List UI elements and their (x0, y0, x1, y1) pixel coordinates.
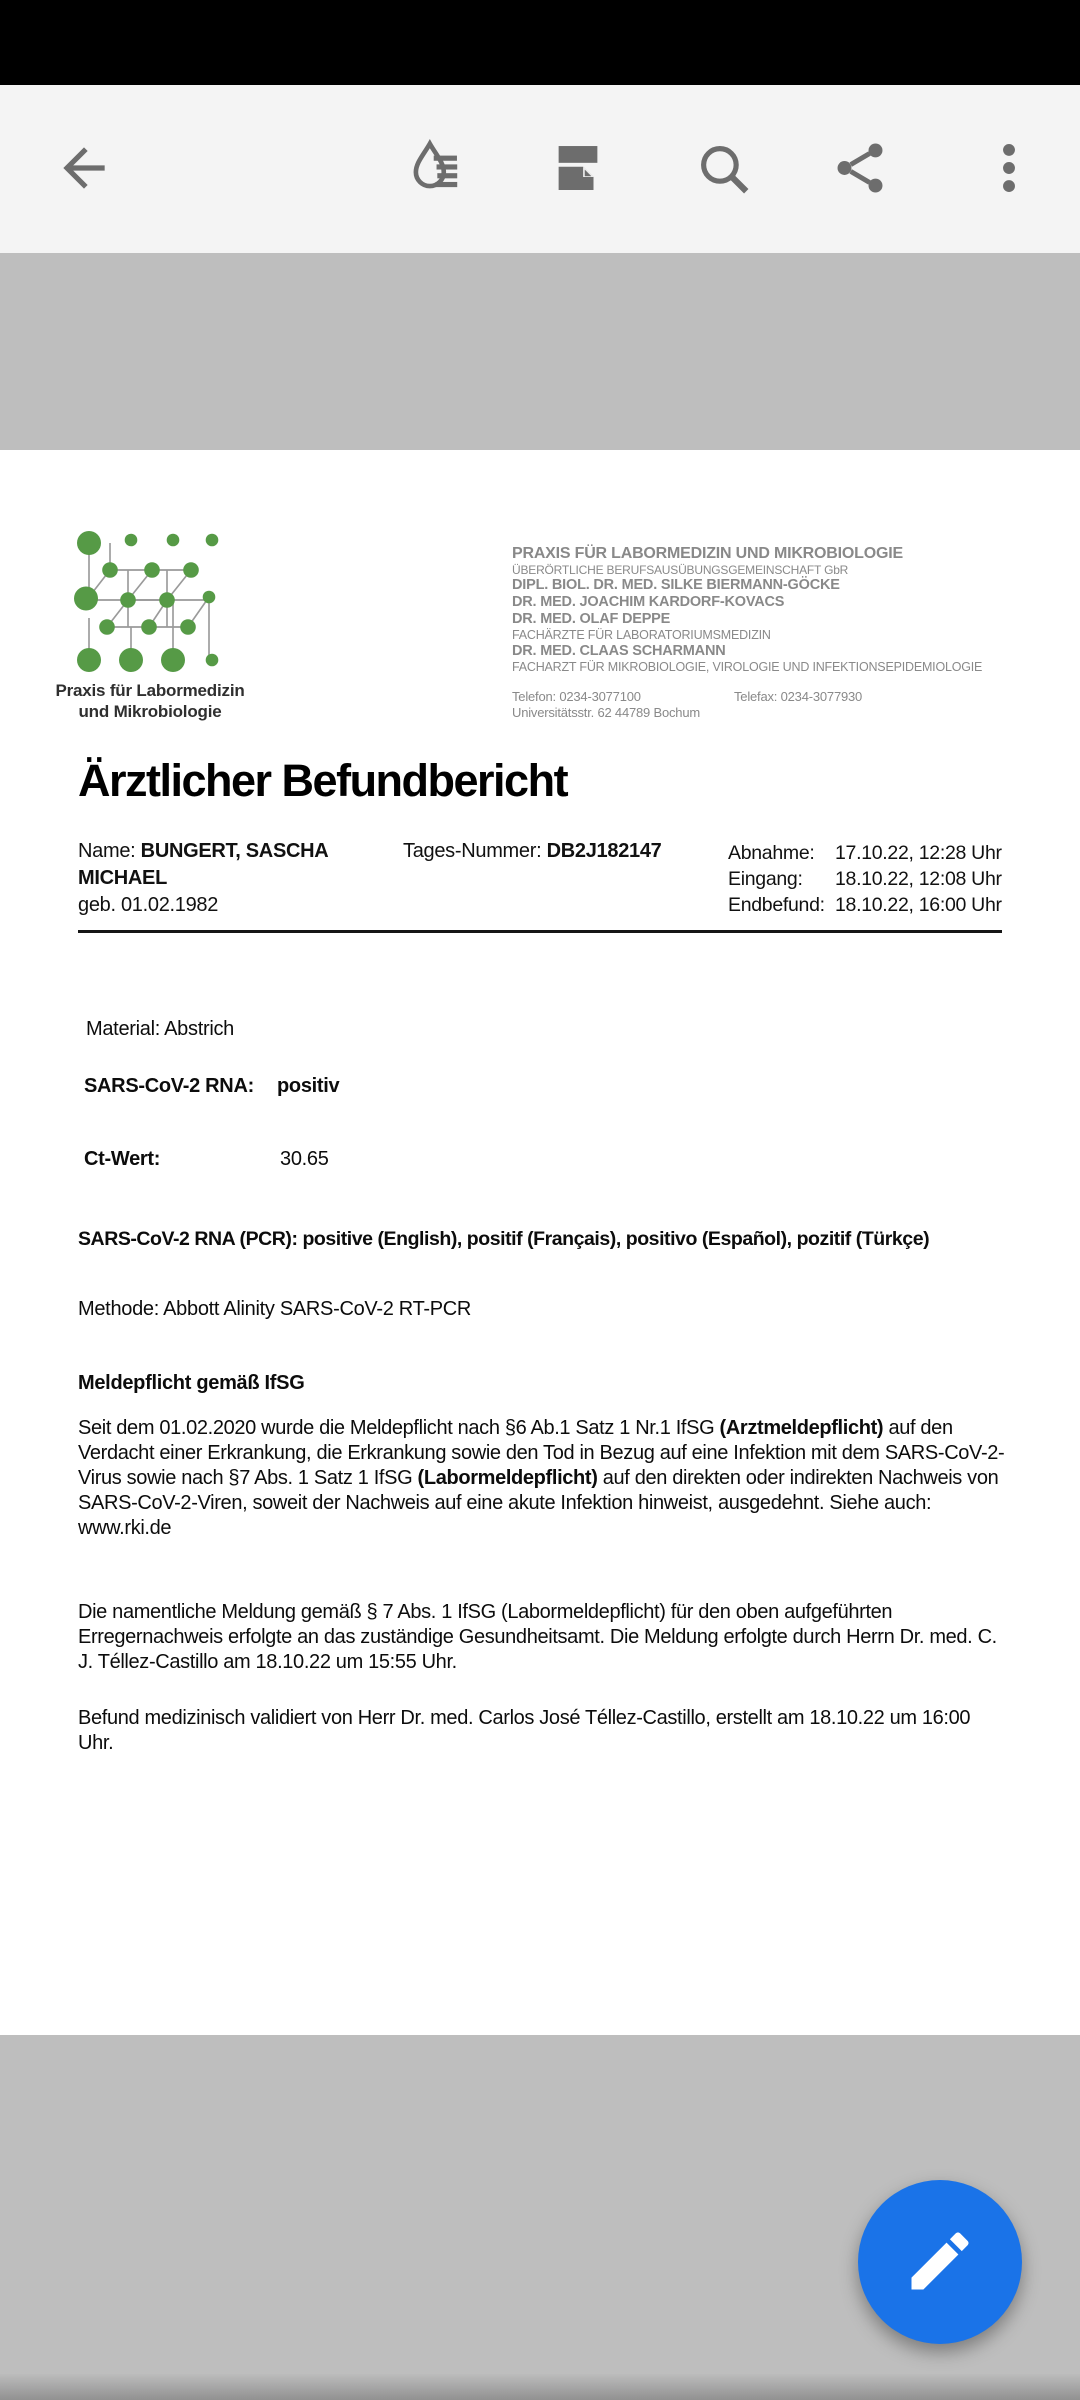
ct-label: Ct-Wert: (84, 1148, 161, 1170)
meldung-paragraph: Die namentliche Meldung gemäß § 7 Abs. 1 IfSG (Labormeldepflicht) für den oben aufgeführten Erregernachweis erfolgte an das zuständige Gesundheitsamt. Die Meldung erfolgte durch Herrn Dr. med. C. J. Téllez-Castillo am 18.10.22 um 15:55 Uhr. (78, 1601, 997, 1673)
pdf-page[interactable] (0, 450, 1080, 2035)
lab-logo-caption (30, 680, 270, 722)
ink-drop-annotate-icon (404, 137, 466, 202)
material-line: Material: Abstrich (86, 1018, 234, 1040)
practice-doctor: DR. MED. CLAAS SCHARMANN (512, 643, 726, 659)
meldepflicht-paragraph: Seit dem 01.02.2020 wurde die Meldepflicht nach §6 Ab.1 Satz 1 Nr.1 IfSG (Arztmeldepflicht) auf den Verdacht einer Erkrankung, die Erkrankung sowie den Tod in Bezug auf eine Infektion mit dem SARS-CoV-2-Virus sowie nach §7 Abs. 1 Satz 1 IfSG (Labormeldepflicht) auf den direkten oder indirekten Nachweis von SARS-CoV-2-Viren, soweit der Nachweis auf eine akute Infektion hinweist, ausgedehnt. Siehe auch: www.rki.de (78, 1417, 1005, 1539)
time-value: 18.10.22, 16:00 Uhr (835, 894, 1002, 916)
practice-doctor: DIPL. BIOL. DR. MED. SILKE BIERMANN-GÖCKE (512, 577, 840, 593)
validation-paragraph: Befund medizinisch validiert von Herr Dr. med. Carlos José Téllez-Castillo, erstellt am 18.10.22 um 16:00 Uhr. (78, 1707, 971, 1754)
practice-subtitle: ÜBERÖRTLICHE BERUFSAUSÜBUNGSGEMEINSCHAFT GbR (512, 563, 849, 577)
practice-address: Universitätsstr. 62 44789 Bochum (512, 705, 700, 720)
divider-rule (78, 930, 1002, 933)
practice-fax: Telefax: 0234-3077930 (734, 689, 863, 704)
practice-header (512, 545, 1012, 721)
page-layout-view-icon (547, 137, 609, 202)
status-bar (0, 0, 1080, 85)
pdf-viewer-canvas[interactable] (0, 253, 1080, 2400)
toolbar (0, 85, 1080, 253)
method-line: Methode: Abbott Alinity SARS-CoV-2 RT-PCR (78, 1298, 472, 1320)
more-vert-icon (978, 137, 1040, 202)
result-value: positiv (277, 1075, 340, 1097)
logo-caption-line1: Praxis für Labormedizin (55, 681, 245, 700)
practice-phone: Telefon: 0234-3077100 (512, 689, 641, 704)
patient-dob: geb. 01.02.1982 (78, 894, 219, 916)
practice-contact (512, 689, 1012, 721)
share-button[interactable] (812, 121, 908, 217)
practice-specialty: FACHARZT FÜR MIKROBIOLOGIE, VIROLOGIE UND INFEKTIONSEPIDEMIOLOGIE (512, 660, 983, 674)
sample-time-row (728, 892, 1008, 918)
search-icon (692, 137, 754, 202)
bottom-edge-shade (0, 2374, 1080, 2400)
logo-caption-line2: und Mikrobiologie (78, 702, 222, 721)
time-label: Abnahme: (728, 842, 815, 864)
arrow-back-icon (53, 137, 115, 202)
patient-name-label: Name: (78, 840, 141, 862)
more-options-button[interactable] (961, 121, 1057, 217)
tages-nummer-label: Tages-Nummer: (403, 840, 547, 862)
share-icon (829, 137, 891, 202)
back-button[interactable] (36, 121, 132, 217)
edit-fab[interactable] (858, 2180, 1022, 2344)
practice-name: PRAXIS FÜR LABORMEDIZIN UND MIKROBIOLOGIE (512, 545, 903, 562)
patient-name: BUNGERT, SASCHA MICHAEL (78, 840, 328, 889)
multilanguage-result-line: SARS-CoV-2 RNA (PCR): positive (English), positif (Français), positivo (Español), pozitif (Türkçe) (78, 1228, 930, 1250)
annotate-button[interactable] (387, 121, 483, 217)
result-label: SARS-CoV-2 RNA: (84, 1075, 254, 1097)
patient-name-block (78, 838, 378, 919)
time-label: Endbefund: (728, 894, 825, 916)
tages-nummer-block (403, 838, 693, 865)
page-view-button[interactable] (530, 121, 626, 217)
sample-times-block (728, 840, 1008, 918)
lab-logo (72, 528, 226, 678)
ct-value: 30.65 (280, 1148, 329, 1170)
time-value: 18.10.22, 12:08 Uhr (835, 868, 1002, 890)
report-title: Ärztlicher Befundbericht (78, 755, 568, 806)
result-line (84, 1075, 340, 1098)
time-label: Eingang: (728, 868, 803, 890)
ct-line (84, 1148, 329, 1171)
sample-time-row (728, 866, 1008, 892)
edit-pencil-icon (902, 2223, 978, 2302)
time-value: 17.10.22, 12:28 Uhr (835, 842, 1002, 864)
practice-doctor: DR. MED. OLAF DEPPE (512, 611, 671, 627)
meldepflicht-heading: Meldepflicht gemäß IfSG (78, 1372, 305, 1394)
practice-doctor: DR. MED. JOACHIM KARDORF-KOVACS (512, 594, 785, 610)
search-button[interactable] (675, 121, 771, 217)
tages-nummer-value: DB2J182147 (546, 840, 662, 862)
practice-specialty: FACHÄRZTE FÜR LABORATORIUMSMEDIZIN (512, 628, 771, 642)
sample-time-row (728, 840, 1008, 866)
